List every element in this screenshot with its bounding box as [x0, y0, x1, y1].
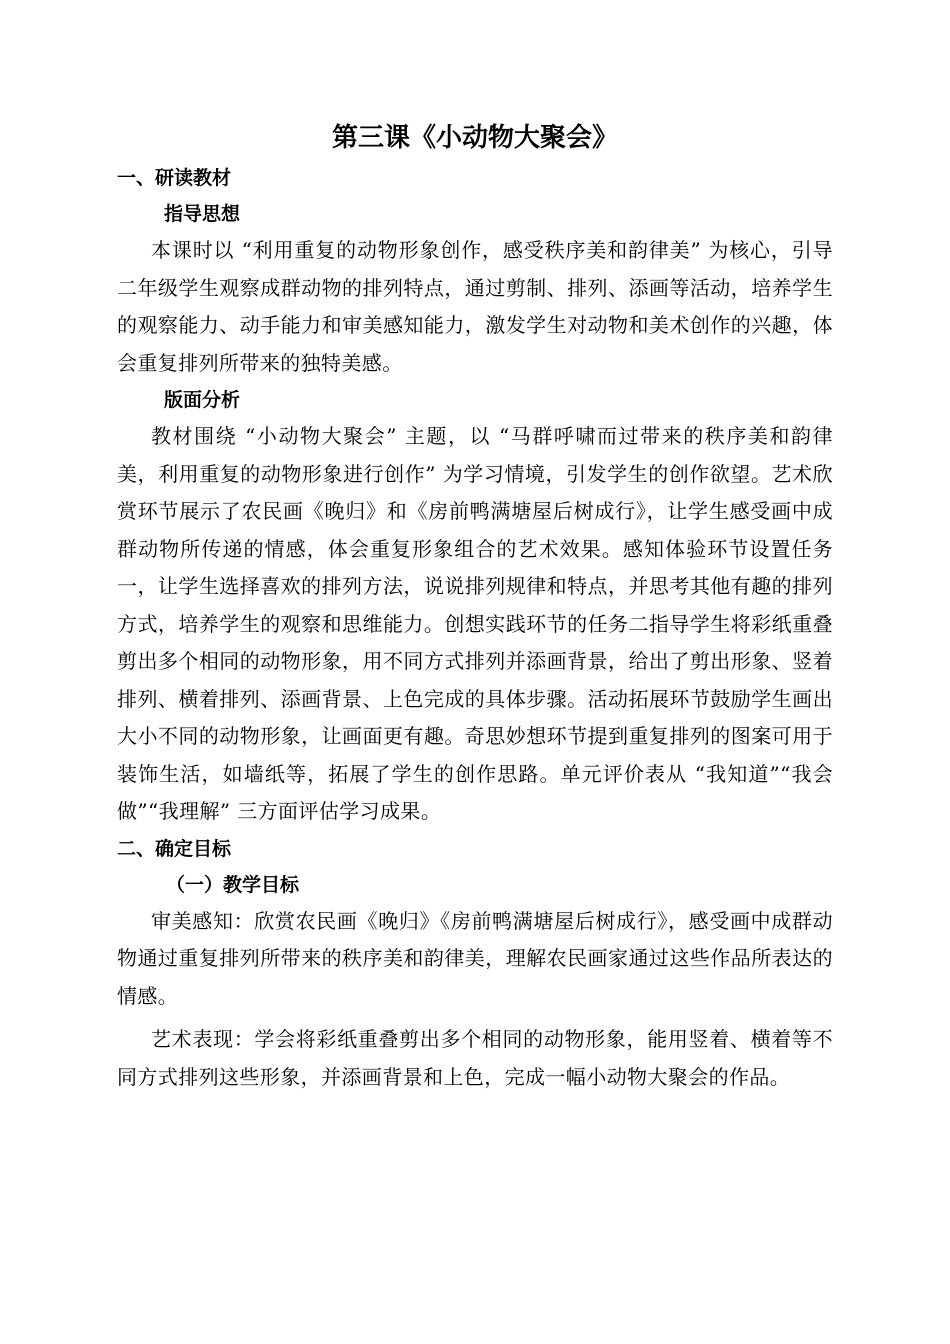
document-title: 第三课《小动物大聚会》: [331, 123, 618, 153]
subheading-layout-analysis: 版面分析: [164, 389, 241, 411]
paragraph-layout-analysis: 教材围绕 “小动物大聚会” 主题，以 “马群呼啸而过带来的秩序美和韵律美，利用重复的动物形象进行创作” 为学习情境，引发学生的创作欲望。艺术欣赏环节展示了农民画《晚归》和《房前鸭满塘屋后树成行》，让学生感受画中成群动物所传递的情感，体会重复形象组合的艺术效果。感知体验环节设置任务一，让学生选择喜欢的排列方法，说说排列规律和特点，并思考其他有趣的排列方式，培养学生的观察和思维能力。创想实践环节的任务二指导学生将彩纸重叠剪出多个相同的动物形象，用不同方式排列并添画背景，给出了剪出形象、竖着排列、横着排列、添画背景、上色完成的具体步骤。活动拓展环节鼓励学生画出大小不同的动物形象，让画面更有趣。奇思妙想环节提到重复排列的图案可用于装饰生活，如墙纸等，拓展了学生的创作思路。单元评价表从 “我知道”“我会做”“我理解” 三方面评估学习成果。: [117, 424, 833, 823]
subheading-teaching-goals: （一）教学目标: [166, 873, 300, 896]
subheading-guiding-ideology: 指导思想: [164, 203, 241, 225]
document-page: [117, 118, 833, 1096]
paragraph-guiding-ideology: 本课时以 “利用重复的动物形象创作，感受秩序美和韵律美” 为核心，引导二年级学生观察成群动物的排列特点，通过剪制、排列、添画等活动，培养学生的观察能力、动手能力和审美感知能力，激发学生对动物和美术创作的兴趣，体会重复排列所带来的独特美感。: [117, 238, 833, 375]
section-heading-set-goals: 二、确定目标: [117, 837, 232, 860]
section-heading-study-materials: 一、研读教材: [117, 167, 232, 189]
paragraph-aesthetic-perception: 审美感知：欣赏农民画《晚归》《房前鸭满塘屋后树成行》，感受画中成群动物通过重复排列所带来的秩序美和韵律美，理解农民画家通过这些作品所表达的情感。: [117, 908, 833, 1008]
paragraph-artistic-expression: 艺术表现：学会将彩纸重叠剪出多个相同的动物形象，能用竖着、横着等不同方式排列这些形象，并添画背景和上色，完成一幅小动物大聚会的作品。: [117, 1027, 833, 1089]
